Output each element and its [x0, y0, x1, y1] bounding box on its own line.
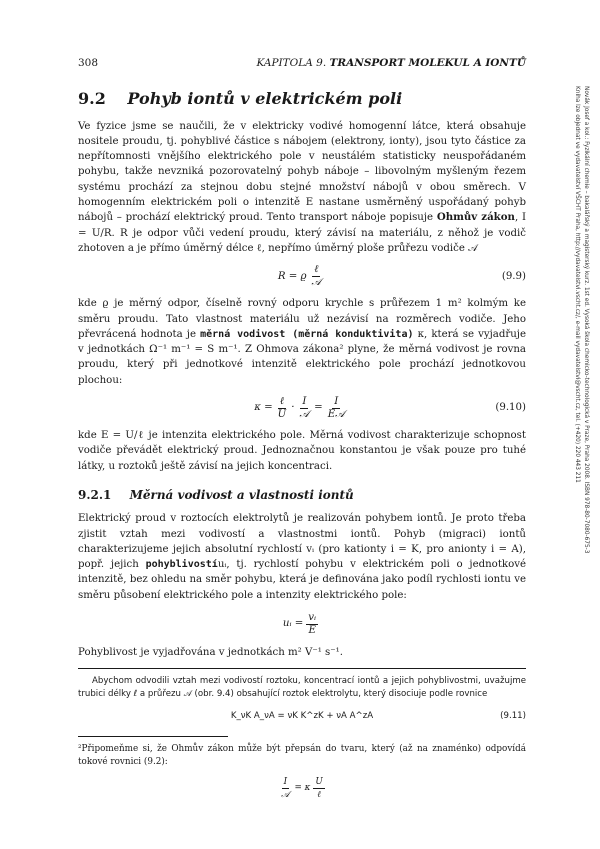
equation-9-11 — [78, 704, 526, 728]
chapter-label: KAPITOLA 9. — [256, 57, 327, 69]
subsection-number: 9.2.1 — [78, 487, 112, 502]
chapter-title: TRANSPORT MOLEKUL A IONTŮ — [329, 57, 526, 69]
denominator: ℓ — [317, 789, 321, 800]
fraction — [298, 396, 312, 421]
denominator: 𝒜 — [299, 408, 310, 420]
equation-mid: = κ — [294, 783, 311, 794]
denominator: 𝒜 — [311, 276, 322, 288]
footnote-text: ²Připomeňme si, že Ohmův zákon může být přepsán do tvaru, který (až na znaménko) odpovídá tokové rovnici (9.2): — [78, 744, 526, 767]
equation-lhs: R = ϱ — [277, 270, 307, 282]
equation-lhs: uᵢ = — [282, 618, 304, 630]
numerator: I — [334, 395, 339, 407]
footnote-divider — [78, 736, 228, 737]
paragraph-text: Elektrický proud v roztocích elektrolytů je realizován pohybem iontů. Je proto třeba zjistit vztah mezi vodivostí a vlastnostmi iontů. Pohyb (migraci) iontů charakterizujeme jejich absolutní rychlostí vᵢ (pro kationty i = K, pro anionty i = A), popř. jejich — [78, 513, 526, 571]
paragraph-text: Ve fyzice jsme se naučili, že v elektricky vodivé homogenní látce, která obsahuje nositele proudu, tj. pohyblivé částice s nábojem (elektrony, ionty), jsou tyto částice za nepřítomnosti vnějšího elektrického pole v neustálém statisticky neuspořádaném pohybu, takže nevzniká pozorovatelný pohyb náboje – libovolným myšleným řezem systému prochází za stejnou dobu stejné množství nábojů v obou směrech. V homogenním elektrickém poli o intenzitě E nastane usměrněný uspořádaný pohyb nábojů – prochází elektrický proud. Tento transport náboje popisuje — [78, 120, 526, 224]
fraction — [326, 396, 347, 421]
footnote-equation — [78, 772, 526, 804]
fraction — [306, 612, 318, 637]
equation-body: K_νK A_νA = νK K^zK + νA A^zA — [230, 711, 374, 722]
section-heading — [78, 89, 526, 109]
running-head — [78, 56, 526, 71]
footnote — [78, 743, 526, 804]
fraction — [276, 396, 289, 421]
equation-number: (9.10) — [495, 402, 526, 414]
paragraph-conductivity — [78, 296, 526, 388]
equation-lhs: κ = — [254, 402, 273, 414]
chapter-heading — [256, 56, 526, 71]
term-conductivity: měrná vodivost (měrná konduktivita) — [200, 328, 414, 340]
page-number: 308 — [78, 57, 99, 69]
paragraph-intro — [78, 119, 526, 257]
equation-number: (9.9) — [501, 270, 526, 282]
paragraph-mobility — [78, 511, 526, 603]
paragraph-text: κ, která se vyjadřuje v jednotkách Ω⁻¹ m⁻¹ = S m⁻¹. Z Ohmova zákona² plyne, že měrná vodivost je rovna proudu, který při jednotkové intenzitě elektrického pole prochází jednotkovou plochou: — [78, 328, 526, 386]
fraction — [313, 776, 324, 801]
side-citation — [566, 86, 590, 786]
citation-line: Novák Josef a kol.: Fyzikální chemie – bakalářský a magisterský kurz. 1st ed. Vysoká škola chemicko-technologická v Praze, Praha 2008. ISBN 978-80-7080-675-3 — [583, 86, 589, 554]
equation-mobility — [78, 607, 526, 641]
equation-9-10: κ = $\frac{\text{ℓ}}{U}$ · $\frac{I}{\text{𝒜}}$ = $\frac{I}{\text{E𝒜}}$ (9.10) — [254, 395, 526, 420]
order-line: Kniha lze objednat ve vydavatelství VŠCHT Praha, http://vydavatelstvi.vscht.cz/, e-mail vydavatelstvi@vscht.cz, tel. (+420) 220 443 211 — [574, 86, 580, 483]
numerator: I — [302, 395, 307, 407]
page-content — [78, 56, 526, 808]
numerator: ℓ — [279, 395, 285, 407]
equation-number: (9.11) — [500, 711, 526, 722]
side-citation-text — [572, 86, 590, 786]
denominator: 𝒜 — [281, 789, 290, 800]
box-text: Abychom odvodili vztah mezi vodivostí roztoku, koncentrací iontů a jejich pohyblivostmi, uvažujme trubici délky ℓ a průřezu 𝒜 (obr. 9.4) obsahující roztok elektrolytu, který disociuje podle rovnice — [78, 676, 526, 699]
equation-9-9 — [78, 260, 526, 292]
subsection-title: Měrná vodivost a vlastnosti iontů — [129, 487, 354, 502]
section-title: Pohyb iontů v elektrickém poli — [127, 89, 403, 109]
derivation-box — [78, 668, 526, 728]
denominator: E𝒜 — [327, 408, 345, 420]
paragraph-text: uᵢ, tj. rychlostí pohybu v elektrickém poli o jednotkové intenzitě, bez ohledu na směr pohybu, která je definována jako podíl rychlosti iontu ve směru působení elektrického pole a intenzity elektrického pole: — [78, 559, 527, 601]
numerator: ℓ — [314, 263, 319, 275]
paragraph-field: kde E = U/ℓ je intenzita elektrického pole. Měrná vodivost charakterizuje schopnost vodiče převádět elektrický proud. Jednoznačnou konstantou je však pouze pro tuhé látky, u roztoků ještě závisí na jejich koncentraci. — [78, 430, 526, 472]
paragraph-units: Pohyblivost je vyjadřována v jednotkách m² V⁻¹ s⁻¹. — [78, 647, 343, 659]
term-mobility: pohyblivostí — [145, 559, 218, 571]
term-ohms-law: Ohmův zákon — [436, 211, 515, 224]
subsection-heading — [78, 488, 526, 503]
paragraph-text: , I = U/R. R je odpor vůči vedení proudu, který závisí na materiálu, z něhož je vodič zhotoven a je přímo úměrný délce ℓ, nepřímo úměrný ploše průřezu vodiče 𝒜 — [78, 212, 526, 254]
paragraph-text: kde ϱ je měrný odpor, číselně rovný odporu krychle s průřezem 1 m² kolmým ke směru proudu. Tato vlastnost materiálu už nezávisí na rozměrech vodiče. Jeho převrácená hodnota je — [78, 298, 526, 340]
fraction — [279, 776, 291, 801]
numerator: U — [315, 776, 323, 787]
denominator: E — [308, 624, 316, 636]
denominator: U — [277, 408, 287, 420]
fraction — [310, 264, 324, 289]
numerator: I — [283, 776, 288, 787]
numerator: vᵢ — [308, 611, 317, 623]
section-number: 9.2 — [78, 89, 106, 109]
